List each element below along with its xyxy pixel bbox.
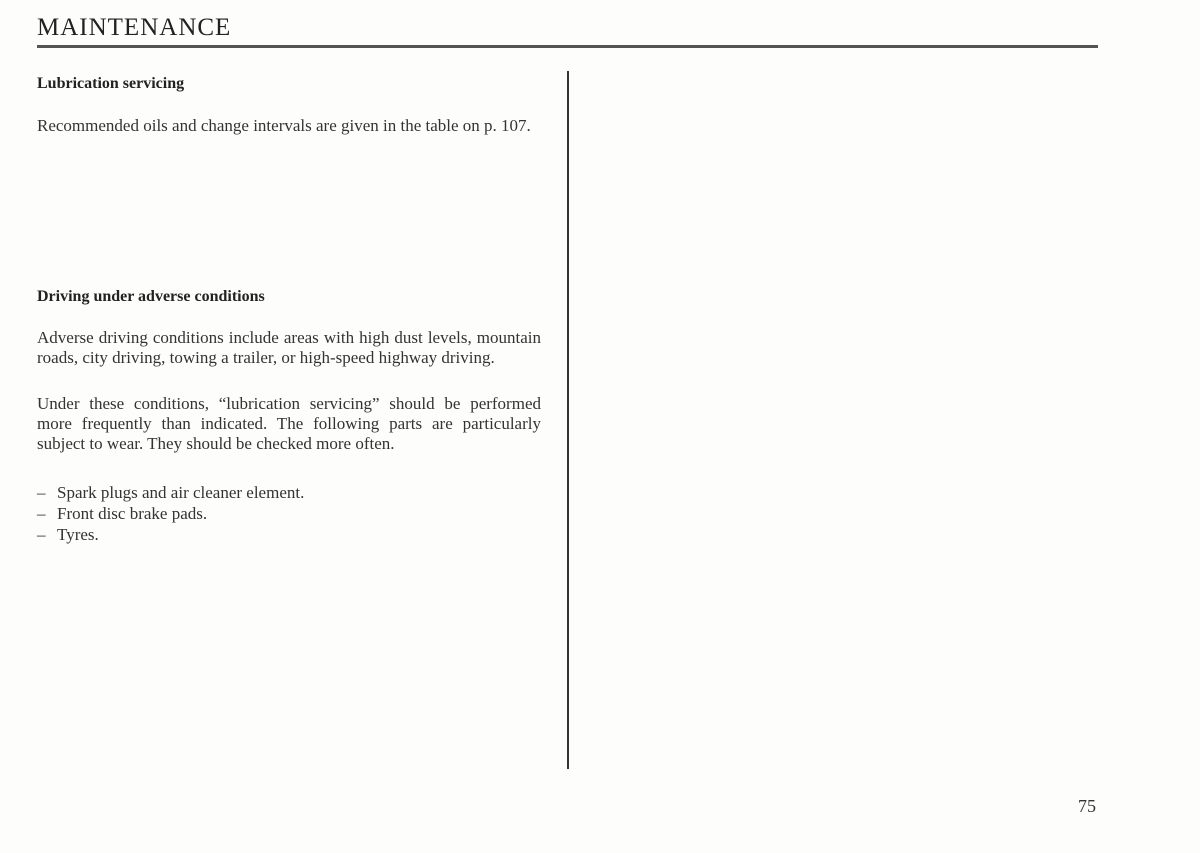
list-item-text: Spark plugs and air cleaner element. xyxy=(57,483,305,502)
title-rule xyxy=(37,45,1098,48)
list-item xyxy=(37,503,304,524)
dash-bullet: – xyxy=(37,504,46,523)
adverse-heading: Driving under adverse conditions xyxy=(37,288,265,305)
lubrication-heading: Lubrication servicing xyxy=(37,75,185,92)
column-divider xyxy=(567,71,569,769)
list-item-text: Front disc brake pads. xyxy=(57,504,208,523)
adverse-paragraph-1: Adverse driving conditions include areas with high dust levels, mountain roads, city driving, towing a trailer, or high-speed highway driving. xyxy=(37,328,541,367)
list-item xyxy=(37,524,304,545)
page-number: 75 xyxy=(1078,796,1096,816)
section-title: MAINTENANCE xyxy=(37,14,232,41)
list-item-text: Tyres. xyxy=(57,525,99,544)
dash-bullet: – xyxy=(37,525,46,544)
wear-parts-list xyxy=(37,482,304,545)
lubrication-text: Recommended oils and change intervals are given in the table on p. 107. xyxy=(37,116,531,135)
dash-bullet: – xyxy=(37,483,46,502)
list-item xyxy=(37,482,304,503)
adverse-paragraph-2: Under these conditions, “lubrication servicing” should be performed more frequently than indicated. The following parts are particularly subject to wear. They should be checked more often. xyxy=(37,394,541,453)
